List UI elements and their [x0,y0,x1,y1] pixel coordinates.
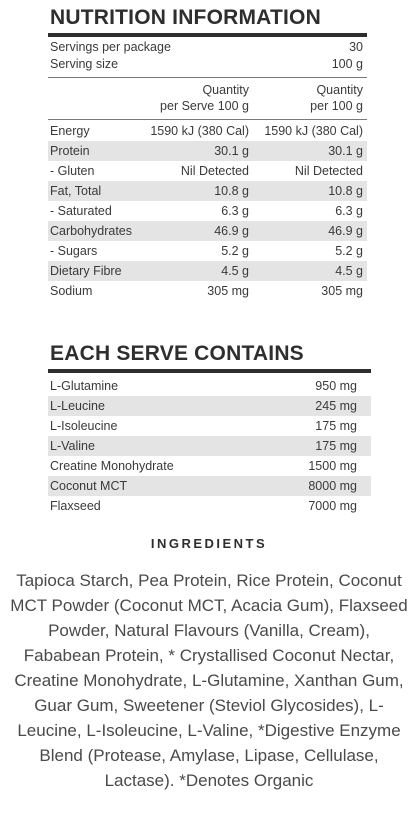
nutrient-per-100g: 10.8 g [328,184,363,198]
ingredient-amount: 7000 mg [308,499,357,513]
ingredient-amount: 8000 mg [308,479,357,493]
nutrient-per-serve: 6.3 g [221,204,249,218]
nutrient-name: - Gluten [50,164,95,178]
nutrient-per-100g: 4.5 g [335,264,363,278]
nutrient-name: - Saturated [50,204,112,218]
nutrient-name: Protein [50,144,90,158]
ingredient-amount: 245 mg [315,399,357,413]
nutrient-row-protein [48,141,367,161]
divider [48,77,367,78]
nutrient-row-sodium [48,281,367,301]
nutrient-per-100g: Nil Detected [294,164,363,178]
ingredient-name: L-Valine [50,439,95,453]
col1-header-line1: Quantity [202,83,249,97]
nutrient-name: Sodium [50,284,93,298]
each-serve-title: EACH SERVE CONTAINS [50,342,304,365]
serving-size-label: Serving size [50,57,119,71]
nutrient-per-serve: 305 mg [207,284,249,298]
col2-header-line1: Quantity [316,83,363,97]
nutrient-per-100g: 6.3 g [335,204,363,218]
nutrient-row-gluten [48,161,367,181]
nutrition-title: NUTRITION INFORMATION [50,6,321,29]
nutrient-name: Carbohydrates [50,224,132,238]
col1-header-line2: per Serve 100 g [160,99,249,113]
nutrient-name: - Sugars [50,244,98,258]
ingredient-amount: 1500 mg [308,459,357,473]
nutrient-per-serve: 10.8 g [214,184,249,198]
each-serve-row [48,456,371,476]
nutrient-row-carbohydrates [48,221,367,241]
nutrient-row-energy [48,121,367,141]
each-serve-row [48,376,371,396]
nutrient-per-serve: 5.2 g [221,244,249,258]
nutrition-panel [48,37,367,307]
ingredient-name: L-Leucine [50,399,105,413]
nutrient-name: Energy [50,124,90,138]
col2-header-line2: per 100 g [310,99,363,113]
each-serve-row [48,476,371,496]
ingredients-text: Tapioca Starch, Pea Protein, Rice Protein, Coconut MCT Powder (Coconut MCT, Acacia Gum), Flaxseed Powder, Natural Flavours (Vanilla, Cream), Fababean Protein, * Crystallised Coconut Nectar, Creatine Monohydrate, L-Glutamine, Xanthan Gum, Guar Gum, Sweetener (Steviol Glycosides), L-Leucine, L-Isoleucine, L-Valine, *Digestive Enzyme Blend (Protease, Amylase, Lipase, Cellulase, Lactase). *Denotes Organic [10,571,408,790]
header-row-2 [48,96,367,116]
ingredient-name: L-Glutamine [50,379,119,393]
nutrient-row-sugars [48,241,367,261]
nutrient-row-dietary-fibre [48,261,367,281]
nutrient-per-100g: 1590 kJ (380 Cal) [264,124,363,138]
ingredient-amount: 175 mg [315,419,357,433]
serving-size-value: 100 g [331,57,363,71]
nutrient-per-serve: Nil Detected [180,164,249,178]
ingredient-name: L-Isoleucine [50,419,118,433]
each-serve-row [48,496,371,516]
each-serve-panel [48,376,371,518]
nutrient-row-saturated [48,201,367,221]
ingredient-amount: 175 mg [315,439,357,453]
nutrient-per-serve: 4.5 g [221,264,249,278]
servings-value: 30 [349,40,363,54]
each-serve-row [48,396,371,416]
nutrient-per-100g: 30.1 g [328,144,363,158]
ingredient-amount: 950 mg [315,379,357,393]
title-rule [48,369,371,373]
each-serve-row [48,416,371,436]
nutrient-per-100g: 5.2 g [335,244,363,258]
ingredient-name: Coconut MCT [50,479,128,493]
nutrient-per-serve: 46.9 g [214,224,249,238]
servings-label: Servings per package [50,40,171,54]
ingredient-name: Creatine Monohydrate [50,459,174,473]
divider [48,119,367,120]
nutrient-per-serve: 1590 kJ (380 Cal) [150,124,249,138]
nutrient-row-fat-total [48,181,367,201]
nutrient-name: Fat, Total [50,184,102,198]
ingredient-name: Flaxseed [50,499,101,513]
each-serve-row [48,436,371,456]
nutrient-per-serve: 30.1 g [214,144,249,158]
ingredients-title: INGREDIENTS [150,536,268,551]
serving-size-row [48,54,367,74]
nutrient-name: Dietary Fibre [50,264,122,278]
nutrient-per-100g: 305 mg [321,284,363,298]
nutrient-per-100g: 46.9 g [328,224,363,238]
